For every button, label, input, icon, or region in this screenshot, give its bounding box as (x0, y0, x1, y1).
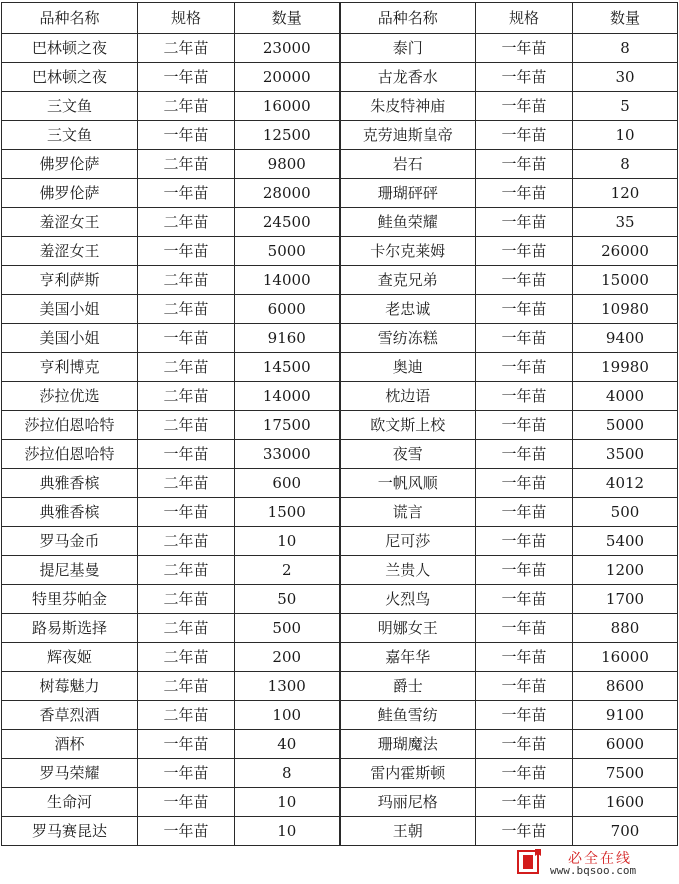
spec-cell: 二年苗 (138, 701, 235, 730)
variety-name-cell: 生命河 (2, 788, 138, 817)
spec-cell: 一年苗 (476, 498, 573, 527)
variety-name-cell: 爵士 (340, 672, 476, 701)
spec-cell: 一年苗 (476, 817, 573, 846)
quantity-cell: 14000 (235, 382, 340, 411)
spec-cell: 二年苗 (138, 295, 235, 324)
variety-name-cell: 香草烈酒 (2, 701, 138, 730)
quantity-cell: 4000 (573, 382, 678, 411)
site-watermark (516, 846, 676, 880)
table-row (2, 759, 678, 788)
variety-name-cell: 雷内霍斯顿 (340, 759, 476, 788)
variety-name-cell: 亨利萨斯 (2, 266, 138, 295)
variety-name-cell: 鲑鱼雪纺 (340, 701, 476, 730)
variety-name-cell: 典雅香槟 (2, 469, 138, 498)
quantity-cell: 7500 (573, 759, 678, 788)
table-row (2, 324, 678, 353)
quantity-cell: 23000 (235, 34, 340, 63)
spec-cell: 二年苗 (138, 672, 235, 701)
variety-name-cell: 莎拉伯恩哈特 (2, 411, 138, 440)
table-row (2, 585, 678, 614)
spec-cell: 一年苗 (476, 585, 573, 614)
variety-name-cell: 王朝 (340, 817, 476, 846)
variety-name-cell: 克劳迪斯皇帝 (340, 121, 476, 150)
quantity-cell: 16000 (573, 643, 678, 672)
variety-name-cell: 美国小姐 (2, 295, 138, 324)
quantity-cell: 10 (235, 788, 340, 817)
quantity-cell: 500 (235, 614, 340, 643)
spec-cell: 二年苗 (138, 614, 235, 643)
quantity-cell: 50 (235, 585, 340, 614)
table-row (2, 295, 678, 324)
variety-name-cell: 美国小姐 (2, 324, 138, 353)
spec-cell: 一年苗 (138, 63, 235, 92)
table-row (2, 411, 678, 440)
table-row (2, 382, 678, 411)
spec-cell: 二年苗 (138, 643, 235, 672)
quantity-cell: 19980 (573, 353, 678, 382)
table-row (2, 527, 678, 556)
quantity-cell: 20000 (235, 63, 340, 92)
spec-cell: 一年苗 (138, 324, 235, 353)
variety-name-cell: 巴林顿之夜 (2, 63, 138, 92)
spec-cell: 一年苗 (476, 237, 573, 266)
variety-name-cell: 三文鱼 (2, 121, 138, 150)
variety-name-cell: 树莓魅力 (2, 672, 138, 701)
header-spec: 规格 (476, 3, 573, 34)
quantity-cell: 16000 (235, 92, 340, 121)
variety-name-cell: 嘉年华 (340, 643, 476, 672)
quantity-cell: 880 (573, 614, 678, 643)
quantity-cell: 14000 (235, 266, 340, 295)
table-row (2, 353, 678, 382)
table-row (2, 150, 678, 179)
bookmark-logo-icon (516, 848, 542, 876)
spec-cell: 一年苗 (476, 730, 573, 759)
quantity-cell: 28000 (235, 179, 340, 208)
spec-cell: 二年苗 (138, 382, 235, 411)
spec-cell: 一年苗 (476, 92, 573, 121)
quantity-cell: 1700 (573, 585, 678, 614)
spec-cell: 一年苗 (476, 527, 573, 556)
spec-cell: 一年苗 (476, 672, 573, 701)
table-row (2, 556, 678, 585)
variety-name-cell: 泰门 (340, 34, 476, 63)
spec-cell: 二年苗 (138, 34, 235, 63)
watermark-title: 必全在线 (568, 851, 632, 867)
table-row (2, 643, 678, 672)
variety-name-cell: 查克兄弟 (340, 266, 476, 295)
variety-name-cell: 佛罗伦萨 (2, 179, 138, 208)
spec-cell: 二年苗 (138, 92, 235, 121)
variety-name-cell: 火烈鸟 (340, 585, 476, 614)
variety-name-cell: 路易斯选择 (2, 614, 138, 643)
spec-cell: 一年苗 (138, 179, 235, 208)
variety-name-cell: 鲑鱼荣耀 (340, 208, 476, 237)
table-row (2, 266, 678, 295)
table-row (2, 208, 678, 237)
spec-cell: 一年苗 (138, 121, 235, 150)
spec-cell: 一年苗 (476, 150, 573, 179)
variety-name-cell: 亨利博克 (2, 353, 138, 382)
spec-cell: 一年苗 (476, 411, 573, 440)
variety-name-cell: 欧文斯上校 (340, 411, 476, 440)
spec-cell: 一年苗 (476, 179, 573, 208)
header-quantity: 数量 (573, 3, 678, 34)
seedling-inventory-table (1, 2, 678, 846)
quantity-cell: 1200 (573, 556, 678, 585)
variety-name-cell: 莎拉优选 (2, 382, 138, 411)
watermark-url: www.bqsoo.com (550, 864, 637, 877)
quantity-cell: 14500 (235, 353, 340, 382)
quantity-cell: 100 (235, 701, 340, 730)
spec-cell: 一年苗 (138, 237, 235, 266)
spec-cell: 一年苗 (476, 382, 573, 411)
quantity-cell: 1600 (573, 788, 678, 817)
quantity-cell: 10 (235, 527, 340, 556)
table-row (2, 701, 678, 730)
quantity-cell: 5000 (573, 411, 678, 440)
quantity-cell: 33000 (235, 440, 340, 469)
spec-cell: 一年苗 (476, 208, 573, 237)
quantity-cell: 9160 (235, 324, 340, 353)
table-row (2, 440, 678, 469)
table-row (2, 672, 678, 701)
variety-name-cell: 卡尔克莱姆 (340, 237, 476, 266)
spec-cell: 一年苗 (138, 498, 235, 527)
variety-name-cell: 三文鱼 (2, 92, 138, 121)
quantity-cell: 10980 (573, 295, 678, 324)
quantity-cell: 35 (573, 208, 678, 237)
spec-cell: 一年苗 (476, 469, 573, 498)
variety-name-cell: 巴林顿之夜 (2, 34, 138, 63)
table-row (2, 121, 678, 150)
quantity-cell: 10 (235, 817, 340, 846)
variety-name-cell: 典雅香槟 (2, 498, 138, 527)
variety-name-cell: 特里芬帕金 (2, 585, 138, 614)
variety-name-cell: 奥迪 (340, 353, 476, 382)
spec-cell: 二年苗 (138, 266, 235, 295)
quantity-cell: 8600 (573, 672, 678, 701)
variety-name-cell: 罗马赛昆达 (2, 817, 138, 846)
variety-name-cell: 佛罗伦萨 (2, 150, 138, 179)
table-row (2, 34, 678, 63)
variety-name-cell: 尼可莎 (340, 527, 476, 556)
spec-cell: 一年苗 (476, 759, 573, 788)
variety-name-cell: 罗马金币 (2, 527, 138, 556)
header-quantity: 数量 (235, 3, 340, 34)
spec-cell: 二年苗 (138, 353, 235, 382)
quantity-cell: 9100 (573, 701, 678, 730)
variety-name-cell: 珊瑚砰砰 (340, 179, 476, 208)
variety-name-cell: 羞涩女王 (2, 208, 138, 237)
table-row (2, 614, 678, 643)
quantity-cell: 9800 (235, 150, 340, 179)
quantity-cell: 3500 (573, 440, 678, 469)
quantity-cell: 5400 (573, 527, 678, 556)
spec-cell: 一年苗 (138, 788, 235, 817)
variety-name-cell: 莎拉伯恩哈特 (2, 440, 138, 469)
header-variety-name: 品种名称 (340, 3, 476, 34)
spec-cell: 一年苗 (476, 788, 573, 817)
variety-name-cell: 珊瑚魔法 (340, 730, 476, 759)
variety-name-cell: 辉夜姬 (2, 643, 138, 672)
variety-name-cell: 兰贵人 (340, 556, 476, 585)
table-row (2, 92, 678, 121)
spec-cell: 一年苗 (476, 643, 573, 672)
spec-cell: 一年苗 (476, 353, 573, 382)
quantity-cell: 40 (235, 730, 340, 759)
spec-cell: 一年苗 (476, 121, 573, 150)
spec-cell: 一年苗 (476, 701, 573, 730)
quantity-cell: 15000 (573, 266, 678, 295)
variety-name-cell: 玛丽尼格 (340, 788, 476, 817)
quantity-cell: 17500 (235, 411, 340, 440)
quantity-cell: 6000 (235, 295, 340, 324)
quantity-cell: 5000 (235, 237, 340, 266)
variety-name-cell: 提尼基曼 (2, 556, 138, 585)
quantity-cell: 1300 (235, 672, 340, 701)
spec-cell: 一年苗 (476, 556, 573, 585)
spec-cell: 一年苗 (476, 34, 573, 63)
quantity-cell: 1500 (235, 498, 340, 527)
quantity-cell: 600 (235, 469, 340, 498)
quantity-cell: 26000 (573, 237, 678, 266)
variety-name-cell: 一帆风顺 (340, 469, 476, 498)
spec-cell: 一年苗 (476, 440, 573, 469)
spec-cell: 二年苗 (138, 150, 235, 179)
spec-cell: 一年苗 (476, 324, 573, 353)
table-row (2, 730, 678, 759)
variety-name-cell: 夜雪 (340, 440, 476, 469)
spec-cell: 一年苗 (476, 614, 573, 643)
spec-cell: 一年苗 (138, 440, 235, 469)
header-row (2, 3, 678, 34)
spec-cell: 一年苗 (138, 730, 235, 759)
variety-name-cell: 雪纺冻糕 (340, 324, 476, 353)
table-body (2, 34, 678, 846)
spec-cell: 一年苗 (138, 759, 235, 788)
header-spec: 规格 (138, 3, 235, 34)
quantity-cell: 10 (573, 121, 678, 150)
table-row (2, 817, 678, 846)
spec-cell: 一年苗 (476, 266, 573, 295)
variety-name-cell: 枕边语 (340, 382, 476, 411)
quantity-cell: 12500 (235, 121, 340, 150)
variety-name-cell: 老忠诚 (340, 295, 476, 324)
table-row (2, 179, 678, 208)
table-row (2, 63, 678, 92)
quantity-cell: 200 (235, 643, 340, 672)
header-variety-name: 品种名称 (2, 3, 138, 34)
variety-name-cell: 谎言 (340, 498, 476, 527)
variety-name-cell: 古龙香水 (340, 63, 476, 92)
variety-name-cell: 罗马荣耀 (2, 759, 138, 788)
table-row (2, 788, 678, 817)
spec-cell: 二年苗 (138, 556, 235, 585)
quantity-cell: 6000 (573, 730, 678, 759)
quantity-cell: 9400 (573, 324, 678, 353)
spec-cell: 一年苗 (476, 63, 573, 92)
quantity-cell: 700 (573, 817, 678, 846)
quantity-cell: 2 (235, 556, 340, 585)
spec-cell: 二年苗 (138, 469, 235, 498)
spec-cell: 二年苗 (138, 585, 235, 614)
quantity-cell: 8 (573, 150, 678, 179)
variety-name-cell: 朱皮特神庙 (340, 92, 476, 121)
spec-cell: 二年苗 (138, 411, 235, 440)
spec-cell: 一年苗 (476, 295, 573, 324)
table-row (2, 498, 678, 527)
quantity-cell: 24500 (235, 208, 340, 237)
quantity-cell: 8 (573, 34, 678, 63)
spec-cell: 一年苗 (138, 817, 235, 846)
variety-name-cell: 岩石 (340, 150, 476, 179)
variety-name-cell: 酒杯 (2, 730, 138, 759)
quantity-cell: 8 (235, 759, 340, 788)
table-row (2, 237, 678, 266)
quantity-cell: 120 (573, 179, 678, 208)
spec-cell: 二年苗 (138, 208, 235, 237)
quantity-cell: 5 (573, 92, 678, 121)
variety-name-cell: 明娜女王 (340, 614, 476, 643)
quantity-cell: 30 (573, 63, 678, 92)
spec-cell: 二年苗 (138, 527, 235, 556)
variety-name-cell: 羞涩女王 (2, 237, 138, 266)
quantity-cell: 500 (573, 498, 678, 527)
quantity-cell: 4012 (573, 469, 678, 498)
table-row (2, 469, 678, 498)
